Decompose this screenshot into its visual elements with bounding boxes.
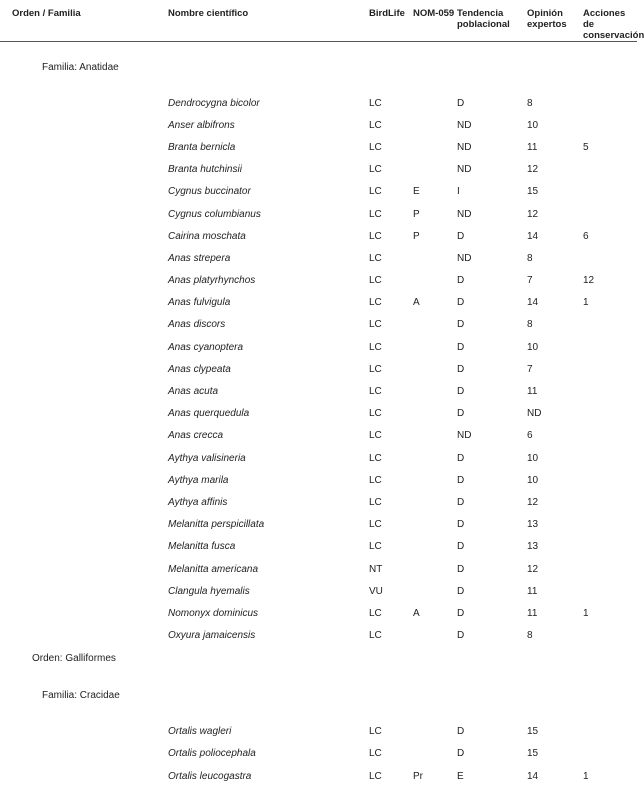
conservation-actions: 6 [583,225,637,247]
order-family-cell [0,602,168,624]
table-row [0,765,637,787]
species-name: Aythya marila [168,469,369,491]
species-name: Branta bernicla [168,136,369,158]
table-row [0,491,637,513]
table-row [0,425,637,447]
table-row [0,721,637,743]
expert-opinion: 15 [527,743,583,765]
conservation-actions [583,203,637,225]
order-row [0,647,637,671]
conservation-actions [583,514,637,536]
trend: I [457,181,527,203]
species-name: Anas querquedula [168,403,369,425]
order-family-cell [0,743,168,765]
table-row [0,225,637,247]
table-row [0,380,637,402]
conservation-actions [583,92,637,114]
order-family-cell [0,491,168,513]
nom-status [413,247,457,269]
table-row [0,270,637,292]
species-name: Melanitta americana [168,558,369,580]
table-row [0,514,637,536]
spacer-cell [0,707,637,721]
expert-opinion: 10 [527,469,583,491]
table-row [0,181,637,203]
conservation-actions: 1 [583,292,637,314]
trend: D [457,514,527,536]
trend: D [457,358,527,380]
trend: D [457,92,527,114]
trend: D [457,602,527,624]
order-label: Orden: Galliformes [0,647,637,671]
species-name: Melanitta perspicillata [168,514,369,536]
trend: D [457,469,527,491]
expert-opinion: 10 [527,447,583,469]
order-family-cell [0,403,168,425]
table-row [0,292,637,314]
order-family-cell [0,136,168,158]
expert-opinion: 8 [527,314,583,336]
birdlife-status: LC [369,181,413,203]
nom-status: A [413,292,457,314]
conservation-actions [583,580,637,602]
nom-status: P [413,203,457,225]
expert-opinion: 13 [527,536,583,558]
order-family-cell [0,336,168,358]
expert-opinion: ND [527,403,583,425]
trend: D [457,721,527,743]
conservation-actions [583,536,637,558]
conservation-actions: 1 [583,765,637,787]
order-family-cell [0,92,168,114]
expert-opinion: 11 [527,602,583,624]
table-row [0,203,637,225]
family-label: Familia: Anatidae [0,56,637,78]
expert-opinion: 15 [527,181,583,203]
nom-status [413,447,457,469]
header-nombre: Nombre científico [168,0,369,42]
species-name: Anas crecca [168,425,369,447]
header-nom: NOM-059 [413,0,457,42]
birdlife-status: LC [369,292,413,314]
nom-status [413,514,457,536]
birdlife-status: LC [369,336,413,358]
family-row [0,685,637,707]
birdlife-status: NT [369,558,413,580]
species-name: Clangula hyemalis [168,580,369,602]
trend: ND [457,425,527,447]
species-name: Aythya affinis [168,491,369,513]
birdlife-status: LC [369,358,413,380]
conservation-actions [583,114,637,136]
trend: D [457,380,527,402]
order-family-cell [0,314,168,336]
table-row [0,92,637,114]
nom-status [413,536,457,558]
nom-status [413,336,457,358]
species-name: Branta hutchinsii [168,159,369,181]
family-label: Familia: Cracidae [0,685,637,707]
birdlife-status: LC [369,225,413,247]
conservation-actions: 12 [583,270,637,292]
conservation-actions [583,491,637,513]
birdlife-status: LC [369,380,413,402]
expert-opinion: 11 [527,136,583,158]
conservation-actions [583,425,637,447]
table-row [0,314,637,336]
species-name: Nomonyx dominicus [168,602,369,624]
nom-status [413,403,457,425]
table-row [0,602,637,624]
order-family-cell [0,380,168,402]
trend: D [457,558,527,580]
trend: D [457,743,527,765]
conservation-actions [583,358,637,380]
birdlife-status: LC [369,114,413,136]
expert-opinion: 11 [527,380,583,402]
expert-opinion: 14 [527,225,583,247]
conservation-actions [583,380,637,402]
birdlife-status: LC [369,721,413,743]
birdlife-status: LC [369,469,413,491]
nom-status: Pr [413,765,457,787]
species-name: Anser albifrons [168,114,369,136]
trend: D [457,314,527,336]
conservation-actions [583,625,637,647]
spacer-row [0,42,637,57]
spacer-cell [0,78,637,92]
conservation-actions [583,247,637,269]
expert-opinion: 11 [527,580,583,602]
order-family-cell [0,721,168,743]
table-row [0,743,637,765]
trend: D [457,270,527,292]
conservation-actions [583,469,637,491]
birdlife-status: LC [369,403,413,425]
order-family-cell [0,114,168,136]
table-row [0,447,637,469]
table-row [0,247,637,269]
conservation-actions [583,336,637,358]
birdlife-status: VU [369,580,413,602]
species-name: Anas fulvigula [168,292,369,314]
conservation-actions [583,314,637,336]
species-name: Melanitta fusca [168,536,369,558]
species-name: Anas strepera [168,247,369,269]
order-family-cell [0,358,168,380]
expert-opinion: 12 [527,491,583,513]
nom-status [413,469,457,491]
trend: D [457,403,527,425]
table-row [0,114,637,136]
expert-opinion: 8 [527,247,583,269]
table-header [0,0,637,42]
nom-status [413,491,457,513]
birdlife-status: LC [369,314,413,336]
expert-opinion: 6 [527,425,583,447]
order-family-cell [0,514,168,536]
expert-opinion: 15 [527,721,583,743]
birdlife-status: LC [369,136,413,158]
order-family-cell [0,159,168,181]
species-name: Aythya valisineria [168,447,369,469]
birdlife-status: LC [369,602,413,624]
table-row [0,558,637,580]
expert-opinion: 7 [527,358,583,380]
nom-status [413,159,457,181]
nom-status [413,92,457,114]
header-tendencia: Tendencia poblacional [457,0,527,42]
nom-status [413,314,457,336]
birdlife-status: LC [369,270,413,292]
nom-status [413,358,457,380]
table-row [0,159,637,181]
header-row [0,0,637,42]
expert-opinion: 10 [527,114,583,136]
trend: D [457,491,527,513]
birdlife-status: LC [369,247,413,269]
spacer-row [0,78,637,92]
trend: E [457,765,527,787]
conservation-actions [583,743,637,765]
order-family-cell [0,580,168,602]
species-name: Cygnus buccinator [168,181,369,203]
table-row [0,469,637,491]
species-name: Anas cyanoptera [168,336,369,358]
order-family-cell [0,469,168,491]
nom-status [413,625,457,647]
table-row [0,625,637,647]
nom-status [413,425,457,447]
trend: D [457,292,527,314]
birdlife-status: LC [369,491,413,513]
species-name: Cairina moschata [168,225,369,247]
conservation-actions [583,721,637,743]
order-family-cell [0,536,168,558]
nom-status: E [413,181,457,203]
order-family-cell [0,225,168,247]
header-acciones: Acciones de conservación [583,0,637,42]
species-name: Anas clypeata [168,358,369,380]
order-family-cell [0,247,168,269]
species-name: Cygnus columbianus [168,203,369,225]
nom-status [413,380,457,402]
table-row [0,580,637,602]
trend: D [457,580,527,602]
trend: ND [457,136,527,158]
conservation-actions: 5 [583,136,637,158]
table-body [0,42,637,787]
expert-opinion: 8 [527,92,583,114]
trend: D [457,625,527,647]
order-family-cell [0,558,168,580]
trend: D [457,447,527,469]
trend: ND [457,203,527,225]
nom-status [413,270,457,292]
order-family-cell [0,181,168,203]
expert-opinion: 12 [527,159,583,181]
expert-opinion: 12 [527,558,583,580]
species-name: Dendrocygna bicolor [168,92,369,114]
header-birdlife: BirdLife [369,0,413,42]
order-family-cell [0,270,168,292]
table-row [0,358,637,380]
nom-status [413,114,457,136]
trend: D [457,225,527,247]
nom-status [413,558,457,580]
family-row [0,56,637,78]
birdlife-status: LC [369,743,413,765]
species-name: Ortalis wagleri [168,721,369,743]
order-family-cell [0,292,168,314]
species-name: Anas discors [168,314,369,336]
conservation-actions [583,403,637,425]
birdlife-status: LC [369,159,413,181]
species-name: Oxyura jamaicensis [168,625,369,647]
conservation-actions [583,159,637,181]
birdlife-status: LC [369,765,413,787]
conservation-actions: 1 [583,602,637,624]
table-row [0,136,637,158]
spacer-cell [0,42,637,57]
conservation-actions [583,558,637,580]
expert-opinion: 8 [527,625,583,647]
birdlife-status: LC [369,425,413,447]
birdlife-status: LC [369,514,413,536]
spacer-cell [0,671,637,685]
expert-opinion: 14 [527,765,583,787]
nom-status: A [413,602,457,624]
order-family-cell [0,625,168,647]
header-opinion: Opinión expertos [527,0,583,42]
conservation-actions [583,181,637,203]
trend: ND [457,159,527,181]
species-name: Anas platyrhynchos [168,270,369,292]
species-name: Ortalis leucogastra [168,765,369,787]
spacer-row [0,671,637,685]
expert-opinion: 14 [527,292,583,314]
birdlife-status: LC [369,536,413,558]
birdlife-status: LC [369,203,413,225]
table-row [0,536,637,558]
nom-status [413,743,457,765]
nom-status: P [413,225,457,247]
birdlife-status: LC [369,447,413,469]
trend: ND [457,247,527,269]
birdlife-status: LC [369,92,413,114]
trend: D [457,536,527,558]
trend: D [457,336,527,358]
spacer-row [0,707,637,721]
order-family-cell [0,203,168,225]
order-family-cell [0,447,168,469]
nom-status [413,136,457,158]
nom-status [413,721,457,743]
expert-opinion: 7 [527,270,583,292]
trend: ND [457,114,527,136]
table-row [0,336,637,358]
order-family-cell [0,425,168,447]
conservation-actions [583,447,637,469]
header-orden-familia: Orden / Familia [0,0,168,42]
table-row [0,403,637,425]
order-family-cell [0,765,168,787]
birdlife-status: LC [369,625,413,647]
species-name: Ortalis poliocephala [168,743,369,765]
nom-status [413,580,457,602]
expert-opinion: 10 [527,336,583,358]
species-name: Anas acuta [168,380,369,402]
expert-opinion: 12 [527,203,583,225]
expert-opinion: 13 [527,514,583,536]
